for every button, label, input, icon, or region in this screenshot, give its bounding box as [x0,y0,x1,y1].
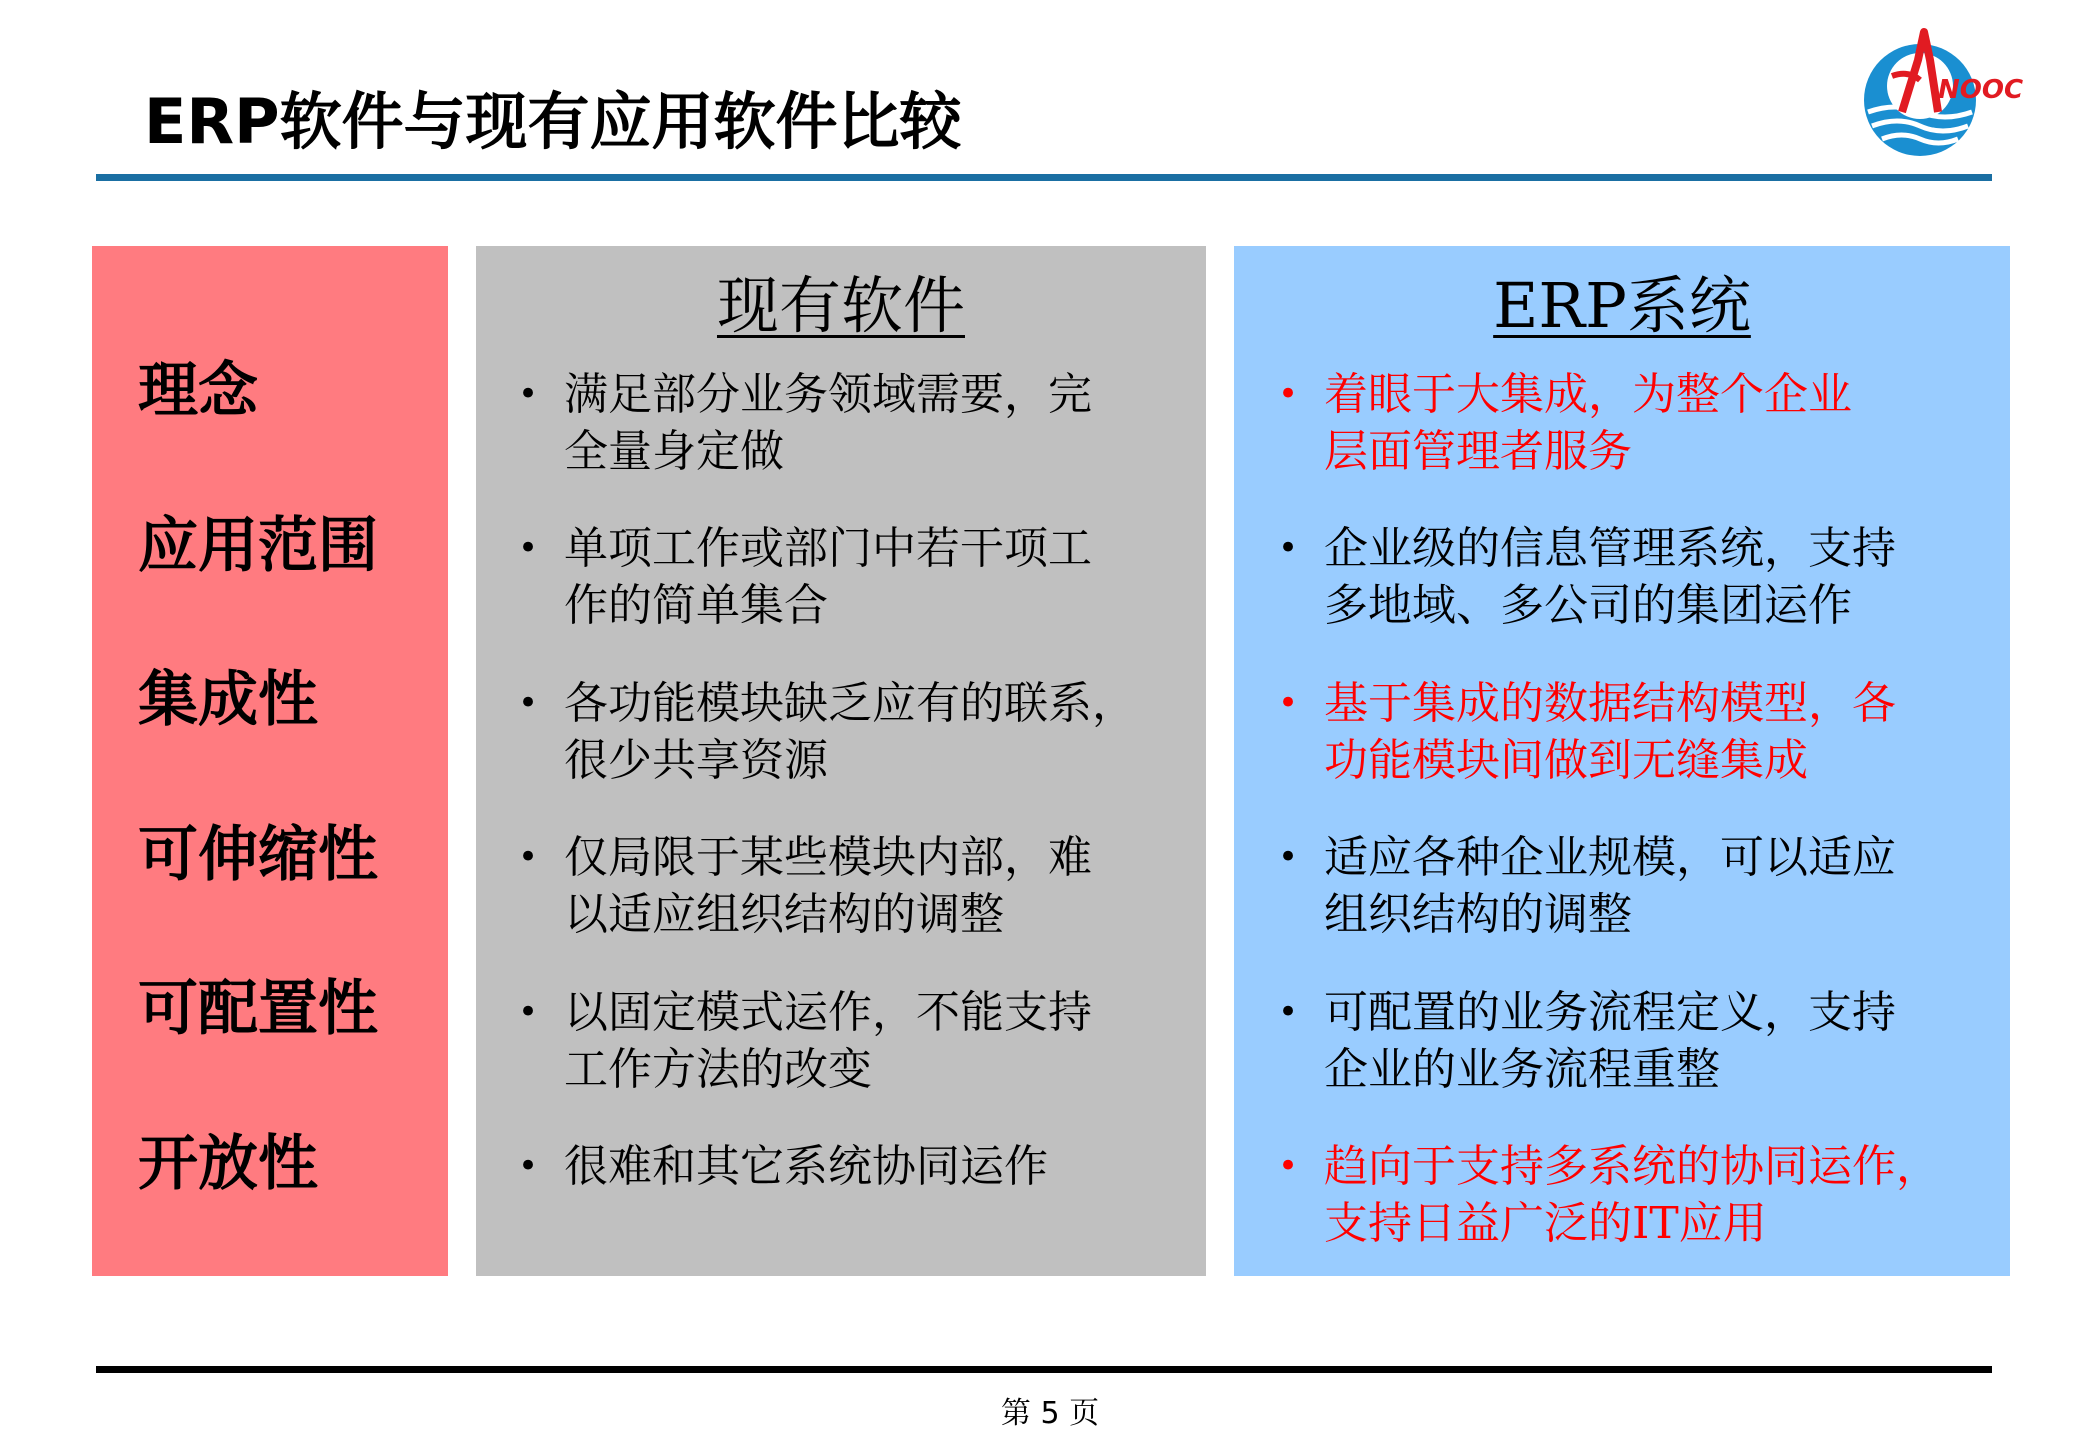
erp-item-line1: 着眼于大集成，为整个企业 [1324,369,1852,420]
current-item-line1: 各功能模块缺乏应有的联系， [564,678,1136,729]
current-item-line1: 单项工作或部门中若干项工 [564,523,1092,574]
current-item [518,520,1168,634]
erp-item [1278,520,1978,634]
footer-divider [96,1366,1992,1373]
current-software-header [476,266,1206,346]
criterion-scope: 应用范围 [138,511,378,581]
page-number: 第 5 页 [1000,1396,1100,1431]
bullet-icon: • [1278,992,1299,1032]
erp-item-line1: 可配置的业务流程定义，支持 [1324,987,1896,1038]
current-software-header-text: 现有软件 [716,269,965,342]
current-item-line1: 满足部分业务领域需要，完 [564,369,1092,420]
bullet-icon: • [1278,374,1299,414]
criterion-scalability: 可伸缩性 [138,820,378,890]
erp-item [1278,984,1978,1098]
erp-item-line1: 基于集成的数据结构模型，各 [1324,678,1896,729]
bullet-icon: • [518,528,539,568]
current-item-line2: 很少共享资源 [564,735,828,786]
erp-item-line2: 企业的业务流程重整 [1324,1044,1720,1095]
erp-item-line1: 适应各种企业规模，可以适应 [1324,832,1896,883]
bullet-icon: • [518,1146,539,1186]
erp-item-line2: 多地域、多公司的集团运作 [1324,580,1852,631]
bullet-icon: • [1278,683,1299,723]
erp-item-line1: 企业级的信息管理系统，支持 [1324,523,1896,574]
criterion-openness: 开放性 [138,1129,318,1199]
bullet-icon: • [1278,837,1299,877]
company-logo [1846,20,2024,166]
erp-item [1278,829,1978,943]
bullet-icon: • [1278,528,1299,568]
erp-item-line1: 趋向于支持多系统的协同运作， [1324,1141,1940,1192]
current-item-line2: 全量身定做 [564,426,784,477]
current-software-panel [476,246,1206,1276]
current-item-line2: 工作方法的改变 [564,1044,872,1095]
criterion-concept: 理念 [138,356,258,426]
current-item-line1: 很难和其它系统协同运作 [564,1141,1048,1192]
slide-title: ERP软件与现有应用软件比较 [144,85,962,158]
bullet-icon: • [518,992,539,1032]
current-item [518,984,1168,1098]
criterion-integration: 集成性 [138,665,318,735]
current-item [518,366,1168,480]
criteria-panel [92,246,448,1276]
erp-item-line2: 层面管理者服务 [1324,426,1632,477]
erp-item-line2: 支持日益广泛的IT应用 [1324,1198,1767,1249]
current-item-line1: 以固定模式运作，不能支持 [564,987,1092,1038]
current-item [518,1138,1168,1195]
erp-item-line2: 功能模块间做到无缝集成 [1324,735,1808,786]
bullet-icon: • [1278,1146,1299,1186]
current-item-line1: 仅局限于某些模块内部，难 [564,832,1092,883]
current-item [518,829,1168,943]
bullet-icon: • [518,374,539,414]
erp-system-header-text: ERP系统 [1493,269,1751,342]
erp-item [1278,1138,1978,1252]
title-divider [96,174,1992,181]
logo-text: NOOC [1938,75,2024,105]
erp-system-panel [1234,246,2010,1276]
current-item [518,675,1168,789]
erp-system-header [1234,266,2010,346]
current-item-line2: 以适应组织结构的调整 [564,889,1004,940]
bullet-icon: • [518,837,539,877]
bullet-icon: • [518,683,539,723]
erp-item [1278,366,1978,480]
criterion-configurability: 可配置性 [138,974,378,1044]
current-item-line2: 作的简单集合 [564,580,828,631]
erp-item-line2: 组织结构的调整 [1324,889,1632,940]
erp-item [1278,675,1978,789]
